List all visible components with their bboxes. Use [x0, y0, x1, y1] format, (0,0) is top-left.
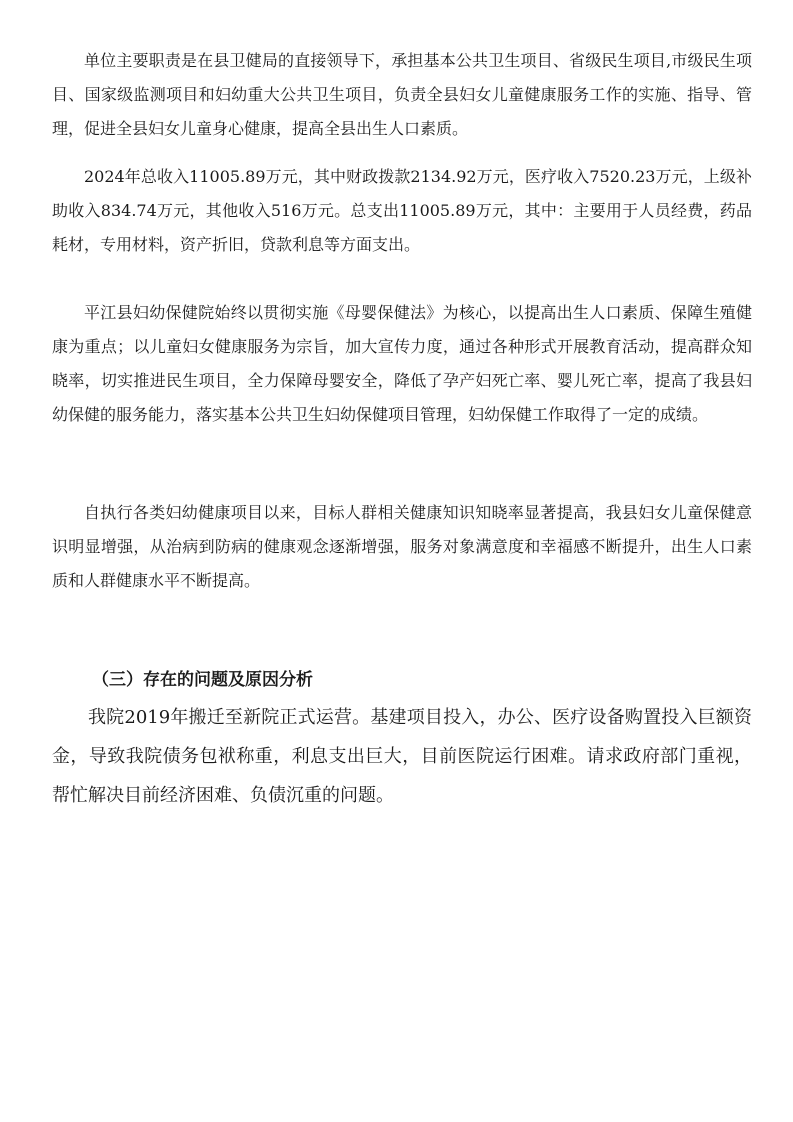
paragraph-income-expenditure: 2024年总收入11005.89万元，其中财政拨款2134.92万元，医疗收入7520.23万元，上级补助收入834.74万元，其他收入516万元。总支出11005.89万元，其中：主要用于人员经费，药品耗材，专用材料，资产折旧，贷款利息等方面支出。	[52, 167, 752, 254]
paragraph-problems-analysis: 我院2019年搬迁至新院正式运营。基建项目投入，办公、医疗设备购置投入巨额资金，导致我院债务包袱称重，利息支出巨大，目前医院运行困难。请求政府部门重视，帮忙解决目前经济困难、负债沉重的问题。	[52, 707, 752, 806]
paragraph-responsibilities: 单位主要职责是在县卫健局的直接领导下，承担基本公共卫生项目、省级民生项目,市级民生项目、国家级监测项目和妇幼重大公共卫生项目，负责全县妇女儿童健康服务工作的实施、指导、管理，促进全县妇女儿童身心健康，提高全县出生人口素质。	[52, 51, 752, 138]
paragraph-achievements: 平江县妇幼保健院始终以贯彻实施《母婴保健法》为核心，以提高出生人口素质、保障生殖健康为重点；以儿童妇女健康服务为宗旨，加大宣传力度，通过各种形式开展教育活动，提高群众知晓率，切实推进民生项目，全力保障母婴安全，降低了孕产妇死亡率、婴儿死亡率，提高了我县妇幼保健的服务能力，落实基本公共卫生妇幼保健项目管理，妇幼保健工作取得了一定的成绩。	[52, 303, 752, 424]
section-heading-problems: （三）存在的问题及原因分析	[92, 670, 313, 690]
paragraph-project-outcomes: 自执行各类妇幼健康项目以来，目标人群相关健康知识知晓率显著提高，我县妇女儿童保健意识明显增强，从治病到防病的健康观念逐渐增强，服务对象满意度和幸福感不断提升，出生人口素质和人群健康水平不断提高。	[52, 503, 752, 590]
